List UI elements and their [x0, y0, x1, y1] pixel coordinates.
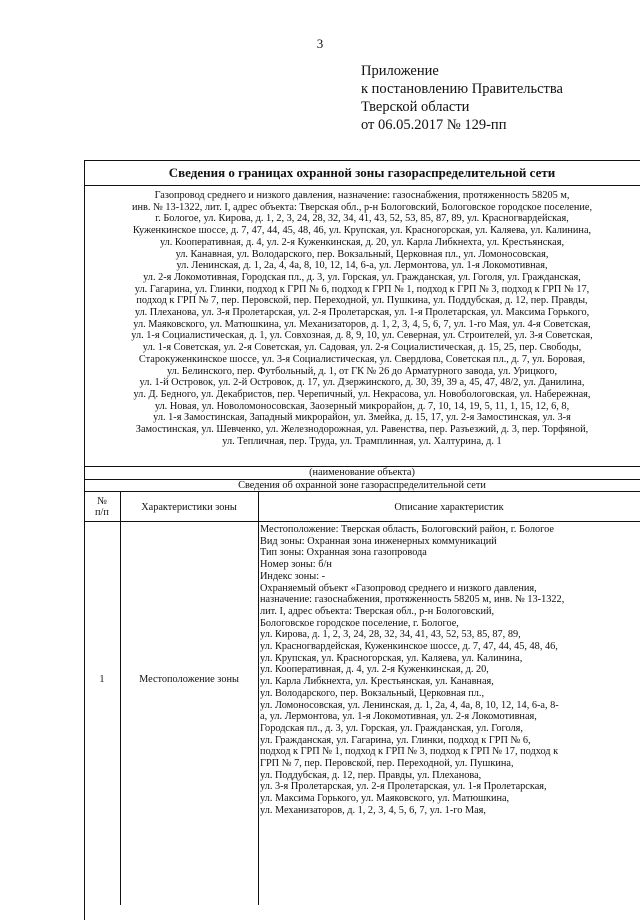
section-title: Сведения о границах охранной зоны газораспределительной сети	[84, 160, 640, 186]
object-text-line: ул. Ленинская, д. 1, 2а, 4, 4а, 8, 10, 12, 14, 6-а, ул. Лермонтова, ул. 1-я Локомотивная,	[176, 260, 548, 272]
description-text-line: Охраняемый объект «Газопровод среднего и низкого давления,	[260, 582, 537, 594]
description-text-line: а, ул. Лермонтова, ул. 1-я Локомотивная, ул. 2-я Локомотивная,	[260, 711, 537, 723]
appendix-line: к постановлению Правительства	[361, 81, 563, 97]
column-header-description: Описание характеристик	[394, 502, 504, 513]
object-text-line: ул. 2-я Локомотивная, Городская пл., д. 3, ул. Горская, ул. Гражданская, ул. Гоголя, ул. Гражданская,	[143, 271, 581, 283]
object-text-line: ул. Канавная, ул. Володарского, пер. Вокзальный, Церковная пл., ул. Ломоносовская,	[175, 248, 549, 260]
row-number: 1	[99, 674, 105, 685]
object-text-line: Куженкинское шоссе, д. 7, 47, 44, 45, 48, 46, ул. Крупская, ул. Красногорская, ул. Каляева, ул. Калинина,	[132, 225, 592, 237]
appendix-line: Приложение	[361, 63, 439, 79]
appendix-line: Тверской области	[361, 99, 470, 115]
appendix-line: от 06.05.2017 № 129-пп	[361, 117, 507, 133]
page-number: 3	[316, 36, 324, 51]
description-text-line: Местоположение: Тверская область, Бологовский район, г. Бологое	[260, 524, 554, 535]
object-caption: (наименование объекта)	[84, 466, 640, 479]
description-text-line: ГРП № 7, пер. Перовской, пер. Переходной, ул. Пушкина,	[260, 758, 514, 770]
description-text-line: Индекс зоны: -	[260, 570, 326, 582]
table-divider	[120, 492, 121, 905]
object-text-line: ул. Новая, ул. Новоломоносовская, Заозерный микрорайон, д. 7, 10, 14, 19, 5, 11, 1, 15, 12, 6, 8,	[154, 400, 570, 412]
object-text-line: ул. Плеханова, ул. 3-я Пролетарская, ул. 2-я Пролетарская, ул. 1-я Пролетарская, ул. Максима Горького,	[134, 307, 590, 319]
column-header-number	[84, 496, 120, 518]
object-text-line: ул. Белинского, пер. Футбольный, д. 1, от ГК № 26 до Арматурного завода, ул. Урицкого,	[166, 365, 558, 377]
description-text-line: Вид зоны: Охранная зона инженерных коммуникаций	[260, 535, 497, 547]
row-characteristic: Местоположение зоны	[139, 674, 239, 685]
object-text-line: подход к ГРП № 7, пер. Перовской, пер. Переходной, ул. Пушкина, ул. Поддубская, д. 12, пер. Правды,	[136, 295, 588, 307]
description-text-line: ул. Красногвардейская, Куженкинское шоссе, д. 7, 47, 44, 45, 48, 46,	[260, 641, 558, 653]
description-text-line: ул. Ломоносовская, ул. Ленинская, д. 1, 2а, 4, 4а, 8, 10, 12, 14, 6-а, 8-	[260, 699, 559, 711]
object-text-line: ул. Д. Бедного, ул. Декабристов, пер. Черепичный, ул. Некрасова, ул. Новобологовская, ул. Набережная,	[133, 388, 591, 400]
description-text-line: ул. Гражданская, ул. Гагарина, ул. Глинки, подход к ГРП № 6,	[260, 734, 531, 746]
object-description	[86, 190, 638, 447]
object-text-line: инв. № 13-1322, лит. I, адрес объекта: Тверская обл., р-н Бологовский, Бологовское городское поселение,	[131, 201, 593, 213]
column-header-characteristics: Характеристики зоны	[141, 502, 237, 513]
description-text-line: Тип зоны: Охранная зона газопровода	[260, 547, 427, 559]
object-text-line: ул. 1-я Социалистическая, д. 1, ул. Совхозная, д. 8, 9, 10, ул. Северная, ул. Строителей, ул. 3-я Советская,	[131, 330, 593, 342]
header-text: п/п	[95, 507, 109, 518]
object-text-line: ул. 1-й Островок, ул. 2-й Островок, д. 17, ул. Дзержинского, д. 30, 39, 39 а, 45, 47, 48/2, ул. Данилина,	[139, 377, 585, 389]
object-text-line: Старокуженкинское шоссе, ул. 3-я Социалистическая, ул. Свердлова, Советская пл., д. 7, ул. Боровая,	[138, 353, 586, 365]
object-text-line: ул. 1-я Замостинская, Западный микрорайон, ул. Змейка, д. 15, 17, ул. 2-я Замостинская, ул. 3-я	[153, 412, 571, 424]
table-divider	[258, 492, 259, 905]
description-text-line: лит. I, адрес объекта: Тверская обл., р-н Бологовский,	[260, 605, 495, 617]
description-text-line: ул. Максима Горького, ул. Маяковского, ул. Матюшкина,	[260, 793, 510, 805]
appendix-header	[361, 62, 563, 134]
object-text-line: ул. Кооперативная, д. 4, ул. 2-я Куженкинская, д. 20, ул. Карла Либкнехта, ул. Крестьянская,	[159, 236, 565, 248]
object-text-line: ул. Гагарина, ул. Глинки, подход к ГРП № 6, подход к ГРП № 1, подход к ГРП № 3, подход к ГРП № 17,	[134, 283, 590, 295]
description-text-line: ул. Крупская, ул. Красногорская, ул. Каляева, ул. Калинина,	[260, 652, 523, 664]
object-text-line: Газопровод среднего и низкого давления, назначение: газоснабжения, протяженность 58205 м,	[154, 190, 570, 201]
description-text-line: ул. Кооперативная, д. 4, ул. 2-я Куженкинская, д. 20,	[260, 664, 489, 676]
description-text-line: Номер зоны: б/н	[260, 559, 332, 571]
description-text-line: ул. Володарского, пер. Вокзальный, Церковная пл.,	[260, 687, 485, 699]
description-text-line: Бологовское городское поселение, г. Бологое,	[260, 617, 459, 629]
description-text-line: подход к ГРП № 1, подход к ГРП № 3, подход к ГРП № 17, подход к	[260, 746, 559, 758]
description-text-line: ул. Кирова, д. 1, 2, 3, 24, 28, 32, 34, 41, 43, 52, 53, 85, 87, 89,	[260, 629, 521, 641]
description-text-line: ул. Карла Либкнехта, ул. Крестьянская, ул. Канавная,	[260, 676, 494, 688]
object-text-line: г. Бологое, ул. Кирова, д. 1, 2, 3, 24, 28, 32, 34, 41, 43, 52, 53, 85, 87, 89, ул. Красногвардейская,	[155, 213, 569, 225]
zone-table	[84, 492, 640, 905]
object-text-line: ул. Тепличная, пер. Труда, ул. Трамплинная, ул. Халтурина, д. 1	[222, 435, 502, 447]
table-divider	[84, 521, 640, 522]
description-text-line: Городская пл., д. 3, ул. Горская, ул. Гражданская, ул. Гоголя,	[260, 722, 523, 734]
zone-info-header: Сведения об охранной зоне газораспределительной сети	[84, 479, 640, 492]
object-text-line: ул. 1-я Советская, ул. 2-я Советская, ул. Садовая, ул. 2-я Социалистическая, д. 15, 25, пер. Свободы,	[142, 342, 582, 354]
object-text-line: ул. Маяковского, ул. Матюшкина, ул. Механизаторов, д. 1, 2, 3, 4, 5, 6, 7, ул. 1-го Мая, ул. 4-я Советская,	[133, 318, 591, 330]
object-text-line: Замостинская, ул. Шевченко, ул. Железнодорожная, ул. Равенства, пер. Разъезжий, д. 3, пер. Торфяной,	[135, 424, 589, 436]
description-text-line: назначение: газоснабжения, протяженность 58205 м, инв. № 13-1322,	[260, 594, 565, 606]
description-text-line: ул. Механизаторов, д. 1, 2, 3, 4, 5, 6, 7, ул. 1-го Мая,	[260, 804, 486, 816]
description-text-line: ул. Поддубская, д. 12, пер. Правды, ул. Плеханова,	[260, 769, 482, 781]
header-text: №	[97, 496, 107, 507]
row-description	[260, 524, 636, 817]
description-text-line: ул. 3-я Пролетарская, ул. 2-я Пролетарская, ул. 1-я Пролетарская,	[260, 781, 547, 793]
